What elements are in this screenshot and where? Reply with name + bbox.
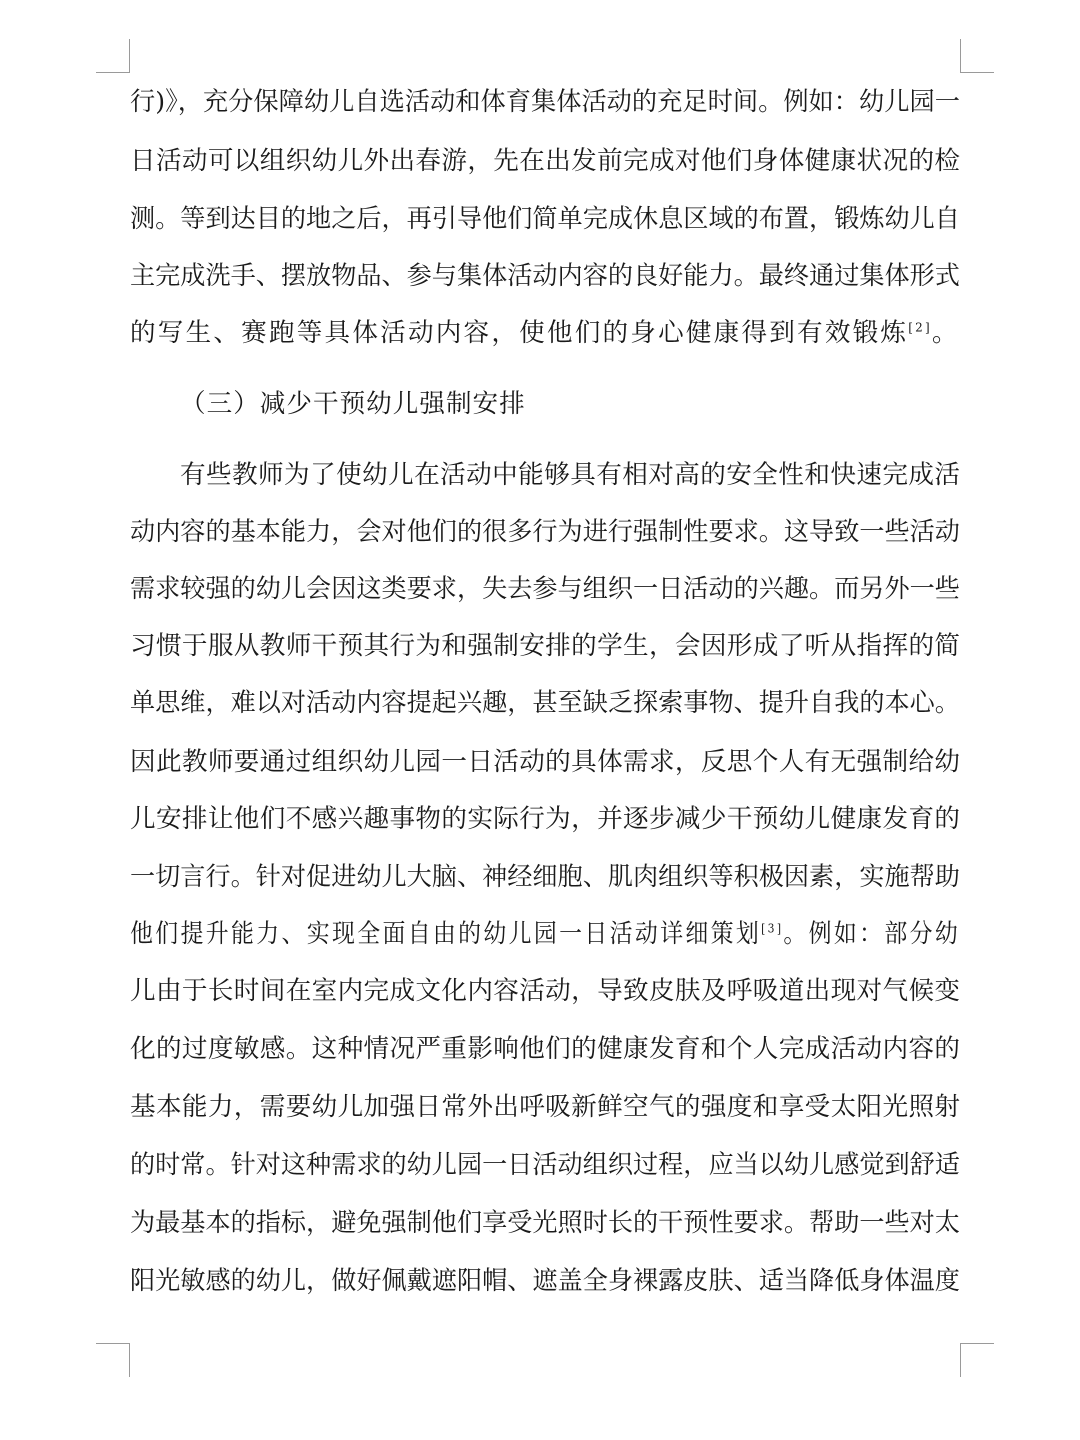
crop-mark-top-right-h	[960, 72, 994, 73]
text-segment: 的写生、赛跑等具体活动内容，使他们的身心健康得到有效锻炼	[130, 318, 909, 348]
text-run: 他们提升能力、实现全面自由的幼儿园一日活动详细策划	[130, 919, 762, 949]
text-segment	[130, 914, 783, 954]
text-line: 基本能力，需要幼儿加强日常外出呼吸新鲜空气的强度和享受太阳光照射	[130, 1092, 960, 1122]
text-line: 主完成洗手、摆放物品、参与集体活动内容的良好能力。最终通过集体形式	[130, 261, 960, 291]
text-line-with-citation	[130, 313, 960, 353]
text-segment: 。例如：部分幼	[783, 919, 961, 949]
text-line: 习惯于服从教师干预其行为和强制安排的学生，会因形成了听从指挥的简	[130, 631, 960, 661]
text-line: 阳光敏感的幼儿，做好佩戴遮阳帽、遮盖全身裸露皮肤、适当降低身体温度	[130, 1266, 960, 1296]
text-line: 化的过度敏感。这种情况严重影响他们的健康发育和个人完成活动内容的	[130, 1034, 960, 1064]
text-segment: 。	[931, 318, 960, 348]
text-line: 一切言行。针对促进幼儿大脑、神经细胞、肌肉组织等积极因素，实施帮助	[130, 862, 960, 892]
crop-mark-top-left-v	[129, 39, 130, 73]
text-line: 为最基本的指标，避免强制他们享受光照时长的干预性要求。帮助一些对太	[130, 1208, 960, 1238]
crop-mark-top-left-h	[96, 72, 130, 73]
crop-mark-bottom-right-h	[960, 1343, 994, 1344]
crop-mark-bottom-right-v	[960, 1343, 961, 1377]
text-line: 日活动可以组织幼儿外出春游，先在出发前完成对他们身体健康状况的检	[130, 146, 960, 176]
crop-mark-bottom-left-h	[96, 1343, 130, 1344]
text-line: 儿安排让他们不感兴趣事物的实际行为，并逐步减少干预幼儿健康发育的	[130, 804, 960, 834]
citation-marker: [3]	[761, 921, 784, 936]
text-line-indented: 有些教师为了使幼儿在活动中能够具有相对高的安全性和快速完成活	[180, 460, 960, 490]
citation-marker: [2]	[908, 320, 932, 335]
text-line-with-citation	[130, 914, 960, 954]
crop-mark-top-right-v	[960, 39, 961, 73]
text-line: 儿由于长时间在室内完成文化内容活动，导致皮肤及呼吸道出现对气候变	[130, 976, 960, 1006]
text-line: 行)》，充分保障幼儿自选活动和体育集体活动的充足时间。例如：幼儿园一	[130, 87, 960, 117]
text-line: 因此教师要通过组织幼儿园一日活动的具体需求，反思个人有无强制给幼	[130, 747, 960, 777]
section-heading: （三）减少干预幼儿强制安排	[180, 389, 526, 419]
text-line: 需求较强的幼儿会因这类要求，失去参与组织一日活动的兴趣。而另外一些	[130, 574, 960, 604]
crop-mark-bottom-left-v	[129, 1343, 130, 1377]
text-line: 的时常。针对这种需求的幼儿园一日活动组织过程，应当以幼儿感觉到舒适	[130, 1150, 960, 1180]
text-line: 单思维，难以对活动内容提起兴趣，甚至缺乏探索事物、提升自我的本心。	[130, 688, 960, 718]
text-line: 测。等到达目的地之后，再引导他们简单完成休息区域的布置，锻炼幼儿自	[130, 204, 960, 234]
text-line: 动内容的基本能力，会对他们的很多行为进行强制性要求。这导致一些活动	[130, 517, 960, 547]
